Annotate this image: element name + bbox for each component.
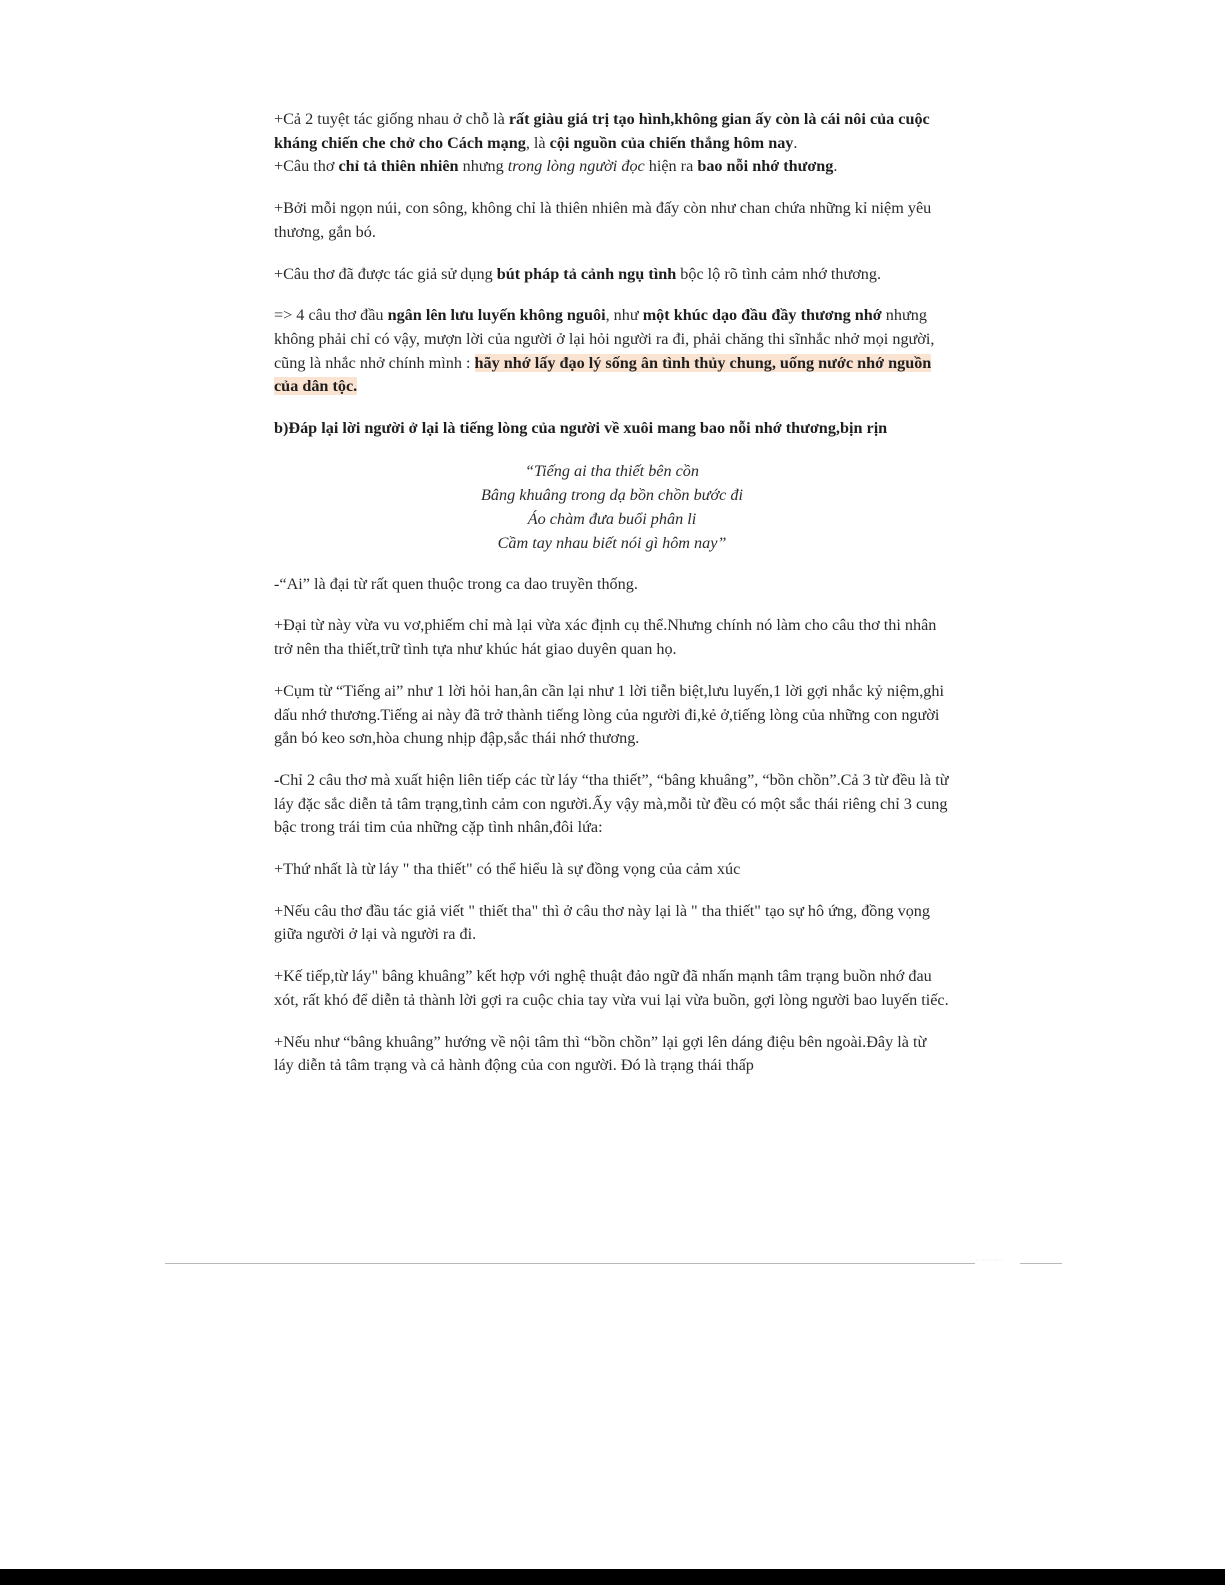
text-run: hiện ra — [644, 157, 698, 176]
bold-text: cội nguồn của chiến thắng hôm nay — [549, 133, 794, 152]
paragraph-tha-thiet: +Thứ nhất là từ láy " tha thiết" có thể hiểu là sự đồng vọng của cảm xúc — [274, 860, 741, 879]
poem-quote — [274, 459, 950, 555]
text-run: nhưng không phải chỉ có vậy, mượn lời của người ở lại hỏi người ra đi, phải chăng thi sĩnhắc nhở mọi người, cũng là nhắc nhở chính mình : — [274, 306, 935, 372]
paragraph-tieng-ai: +Cụm từ “Tiếng ai” như 1 lời hỏi han,ân cần lại như 1 lời tiễn biệt,lưu luyến,1 lời gợi nhắc kỷ niệm,ghi dấu nhớ thương.Tiếng ai này đã trở thành tiếng lòng của người đi,kẻ ở,tiếng lòng của những con người gắn bó keo sơn,hòa chung nhịp đập,sắc thái nhớ thương. — [274, 681, 944, 748]
paragraph-reduplicatives — [274, 769, 950, 840]
paragraph-conclusion — [274, 304, 950, 399]
text-run: Chỉ 2 câu thơ mà xuất hiện liên tiếp các từ láy “tha thiết”, “bâng khuâng”, “bồn chồn”.Cả 3 từ đều là từ láy đặc sắc diễn tả tâm trạng,tình cảm con người.Ấy vậy mà,mỗi từ đều có một sắc thái riêng chỉ 3 cung bậc trong trái tim của những cặp tình nhân,đôi lứa: — [274, 770, 949, 837]
page-footer-divider — [165, 1263, 975, 1264]
paragraph-nature: +Bởi mỗi ngọn núi, con sông, không chỉ là thiên nhiên mà đấy còn như chan chứa những kỉ niệm yêu thương, gắn bó. — [274, 199, 932, 241]
bold-text: ngân lên lưu luyến không nguôi — [387, 306, 606, 325]
section-heading-b — [274, 417, 950, 441]
paragraph-similarity — [274, 108, 950, 179]
text-run: nhưng — [458, 157, 508, 176]
bold-text: bao nỗi nhớ thương — [697, 157, 834, 176]
page-footer-mark — [1020, 1263, 1062, 1264]
poem-line: “Tiếng ai tha thiết bên cồn — [524, 461, 699, 480]
text-run: +Câu thơ đã được tác giả sử dụng — [274, 264, 497, 283]
footer-faint-text: · ········ · — [976, 1257, 1004, 1264]
paragraph-bon-chon: +Nếu như “bâng khuâng” hướng về nội tâm thì “bồn chồn” lại gợi lên dáng điệu bên ngoài.Đây là từ láy diễn tả tâm trạng và cả hành động của con người. Đó là trạng thái thấp — [274, 1032, 927, 1075]
paragraph-technique — [274, 263, 950, 287]
text-run: +Câu thơ — [274, 157, 339, 176]
poem-line: Bâng khuâng trong dạ bồn chồn bước đi — [481, 485, 743, 504]
text-run: => 4 câu thơ đầu — [274, 306, 388, 325]
bold-text: chỉ tả thiên nhiên — [338, 157, 459, 176]
paragraph-ai-pronoun: -“Ai” là đại từ rất quen thuộc trong ca dao truyền thống. — [274, 574, 638, 593]
bold-text: - — [274, 770, 280, 789]
bold-text: bút pháp tả cảnh ngụ tình — [496, 264, 677, 283]
poem-line: Áo chàm đưa buổi phân li — [527, 509, 697, 528]
highlighted-text: hãy nhớ lấy đạo lý sống ân tình thủy chung, uống nước nhớ nguồn của dân tộc. — [274, 353, 932, 396]
text-run: . — [833, 157, 838, 176]
text-run: +Cả 2 tuyệt tác giống nhau ở chỗ là — [274, 110, 509, 128]
text-run: , như — [605, 306, 643, 325]
italic-text: trong lòng người đọc — [507, 157, 645, 176]
paragraph-bang-khuang: +Kế tiếp,từ láy" bâng khuâng” kết hợp với nghệ thuật đảo ngữ đã nhấn mạnh tâm trạng buồn nhớ đau xót, rất khó để diễn tả thành lời gợi ra cuộc chia tay vừa vui lại vừa buồn, gợi lòng người bao luyến tiếc. — [274, 967, 949, 1009]
bold-text: một khúc dạo đầu đầy thương nhớ — [642, 306, 882, 325]
text-run: . — [793, 133, 798, 152]
text-run: bộc lộ rõ tình cảm nhớ thương. — [676, 264, 882, 283]
poem-line: Cầm tay nhau biết nói gì hôm nay” — [497, 533, 727, 552]
document-page — [274, 108, 950, 1096]
paragraph-thiet-tha: +Nếu câu thơ đầu tác giả viết " thiết tha" thì ở câu thơ này lại là " tha thiết" tạo sự hô ứng, đồng vọng giữa người ở lại và người ra đi. — [274, 901, 930, 944]
bottom-black-bar — [0, 1569, 1225, 1585]
heading-text: b)Đáp lại lời người ở lại là tiếng lòng của người về xuôi mang bao nỗi nhớ thương,bịn rịn — [274, 419, 888, 438]
paragraph-pronoun-meaning: +Đại từ này vừa vu vơ,phiếm chỉ mà lại vừa xác định cụ thể.Nhưng chính nó làm cho câu thơ thi nhân trở nên tha thiết,trữ tình tựa như khúc hát giao duyên quan họ. — [274, 616, 937, 659]
text-run: , là — [525, 133, 550, 152]
bold-text: rất giàu giá trị tạo hình,không gian ấy còn là cái nôi của cuộc kháng chiến che chở cho Cách mạng — [274, 110, 930, 152]
